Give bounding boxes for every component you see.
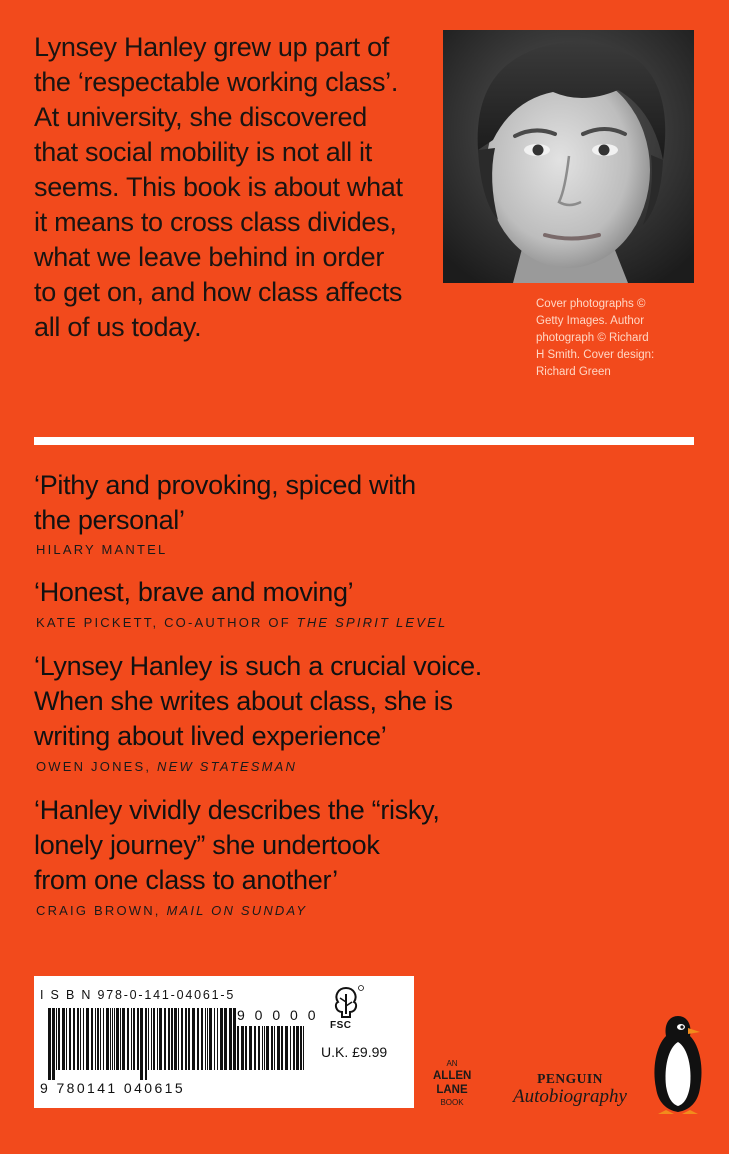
barcode-bar [120,1008,121,1070]
barcode-bar [148,1008,149,1070]
barcode-bar [103,1008,104,1070]
credit-line: photograph © Richard [536,332,649,344]
fsc-label: FSC [330,1020,352,1031]
barcode-bar [131,1008,132,1070]
barcode-bar [80,1008,81,1070]
blurb-line: At university, she discovered [34,102,367,132]
credit-line: Richard Green [536,366,611,378]
barcode-bar [233,1008,236,1070]
barcode-bar [188,1008,190,1070]
barcode-bar [66,1008,67,1070]
barcode-bar [192,1008,195,1070]
barcode-bar [237,1026,239,1070]
barcode-bar [209,1008,212,1070]
barcode-bar [217,1008,218,1070]
blurb-line: seems. This book is about what [34,172,403,202]
blurb-line: the ‘respectable working class’. [34,67,399,97]
barcode-bar [277,1026,280,1070]
barcode-bar [110,1008,111,1070]
isbn-label: I S B N 978-0-141-04061-5 [40,988,236,1002]
barcode-bar [122,1008,125,1070]
blurb-text [34,30,434,345]
author-photo [443,30,694,283]
barcode-bar [112,1008,113,1070]
fsc-tree-icon [328,984,364,1020]
barcode-bar [220,1008,223,1070]
quote-line: from one class to another’ [34,865,338,895]
barcode-bar [52,1008,55,1080]
publisher-name: PENGUIN [537,1071,603,1086]
review-attribution [36,759,297,774]
attribution-publication: THE SPIRIT LEVEL [296,615,448,630]
barcode-bar [296,1026,299,1070]
barcode-bar [137,1008,139,1070]
barcode-digits: 9 780141 040615 [40,1080,185,1096]
barcode-bar [91,1008,93,1070]
price-code-digits: 9 0 0 0 0 [237,1007,319,1023]
price-label: U.K. £9.99 [321,1044,388,1060]
barcode-bar [281,1026,283,1070]
barcode-bar [229,1008,232,1070]
barcode-bar [214,1008,215,1070]
barcode-bar [100,1008,101,1070]
review-attribution [36,542,167,557]
barcode-bar [197,1008,199,1070]
barcode-bar [140,1008,143,1080]
barcode-bar [264,1026,265,1070]
attribution-publication: NEW STATESMAN [157,759,298,774]
barcode-bar [145,1008,147,1080]
barcode-bar [205,1008,206,1070]
attribution-name: OWEN JONES, [36,759,158,774]
barcode-bar [157,1008,158,1070]
barcode-bar [133,1008,135,1070]
barcode-bar [290,1026,291,1070]
barcode-bar [116,1008,119,1070]
quote-line: When she writes about class, she is [34,686,453,716]
barcode-bar [56,1008,57,1070]
credit-line: H Smith. Cover design: [536,349,655,361]
author-portrait-image [443,30,694,283]
barcode-bar [262,1026,263,1070]
barcode-bar [83,1008,84,1070]
barcode-bar [97,1008,99,1070]
quote-line: ‘Lynsey Hanley is such a crucial voice. [34,651,482,681]
barcode-bar [77,1008,79,1070]
barcode-bar [293,1026,295,1070]
barcode-bar [181,1008,183,1070]
attribution-name: HILARY MANTEL [36,542,168,557]
barcode-bar [224,1008,227,1070]
imprint-lane: LANE [436,1084,468,1096]
quote-line: ‘Honest, brave and moving’ [34,577,354,607]
attribution-name: CRAIG BROWN, [36,903,167,918]
review-quote [34,575,684,610]
review-quote [34,793,684,898]
review-quote [34,468,684,538]
barcode-bar [95,1008,96,1070]
imprint-an: AN [446,1059,458,1068]
barcode-bar [86,1008,89,1070]
barcode-bar [114,1008,115,1070]
attribution-name: KATE PICKETT, CO-AUTHOR OF [36,615,297,630]
barcode-bar [266,1026,269,1070]
review-attribution [36,903,307,918]
barcode-bar [164,1008,166,1070]
blurb-line: Lynsey Hanley grew up part of [34,32,389,62]
price-addon-barcode [237,1026,307,1080]
credit-line: Cover photographs © [536,298,646,310]
barcode-bar [300,1026,302,1070]
barcode-bar [245,1026,247,1070]
barcode-bar [185,1008,187,1070]
attribution-publication: MAIL ON SUNDAY [166,903,308,918]
barcode-bar [303,1026,304,1070]
barcode-bar [127,1008,129,1070]
barcode-bar [201,1008,203,1070]
barcode-bar [254,1026,256,1070]
blurb-line: that social mobility is not all it [34,137,372,167]
barcode-bar [62,1008,65,1070]
barcode-bar [174,1008,177,1070]
barcode-bar [249,1026,252,1070]
barcode-bar [274,1026,275,1070]
barcode-bar [171,1008,173,1070]
barcode-bar [178,1008,179,1070]
imprint-allen: ALLEN [433,1070,472,1082]
series-name: Autobiography [513,1086,627,1107]
blurb-line: it means to cross class divides, [34,207,397,237]
barcode-panel [34,976,414,1108]
barcode-bar [48,1008,51,1080]
quote-line: ‘Pithy and provoking, spiced with [34,470,416,500]
photo-credits [536,296,696,381]
barcode-bar [106,1008,109,1070]
quote-line: writing about lived experience’ [34,721,387,751]
barcode-bar [69,1008,71,1070]
blurb-line: what we leave behind in order [34,242,385,272]
blurb-line: all of us today. [34,312,202,342]
imprint-book: BOOK [440,1098,464,1107]
barcode-bar [153,1008,155,1070]
barcode-bar [168,1008,170,1070]
divider-bar [34,437,694,445]
review-quote [34,649,684,754]
barcode-bar [271,1026,273,1070]
quote-line: the personal’ [34,505,185,535]
barcode-bar [207,1008,208,1070]
barcode-bar [285,1026,288,1070]
barcode-bar [58,1008,60,1070]
credit-line: Getty Images. Author [536,315,645,327]
barcode-bar [151,1008,152,1070]
allen-lane-imprint [433,1058,471,1108]
review-attribution [36,615,447,630]
blurb-line: to get on, and how class affects [34,277,403,307]
penguin-logo-icon [648,1012,708,1116]
quote-line: ‘Hanley vividly describes the “risky, [34,795,440,825]
barcode-bar [73,1008,75,1070]
quote-line: lonely journey” she undertook [34,830,380,860]
barcode-bar [159,1008,162,1070]
ean-barcode [48,1008,238,1080]
penguin-series-brand [505,1071,635,1107]
barcode-bar [258,1026,260,1070]
barcode-bar [241,1026,244,1070]
